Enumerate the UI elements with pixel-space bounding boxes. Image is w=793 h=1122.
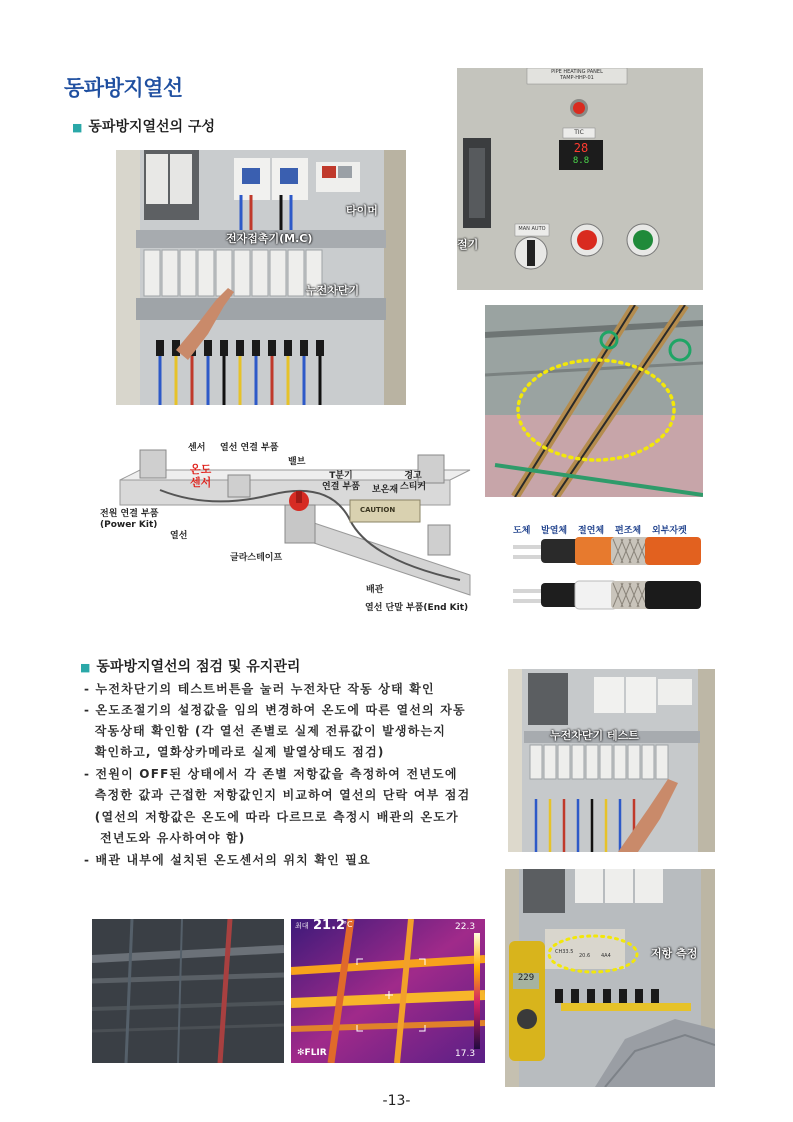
thermal-scale-bottom: 17.3	[455, 1049, 476, 1059]
bullet-icon: ■	[80, 661, 91, 674]
diag-warning-line1: 경고	[404, 471, 422, 481]
pipes-photo-art	[485, 305, 703, 497]
cable-label-jacket: 외부자켓	[652, 526, 687, 536]
body-line-2: - 온도조절기의 설정값을 임의 변경하여 온도에 따른 열선의 자동	[84, 703, 466, 717]
cable-label-conductor: 도체	[513, 526, 531, 536]
diag-power-line1: 전원 연결 부품	[100, 509, 159, 519]
photo-breaker-test	[508, 669, 715, 852]
body-line-1: - 누전차단기의 테스트버튼을 눌러 누전차단 작동 상태 확인	[84, 682, 435, 696]
tag2: 20.6	[579, 953, 591, 959]
photo-thermal	[291, 919, 485, 1063]
photo-ceiling	[92, 919, 284, 1063]
diag-t-branch-line1: T분기	[329, 471, 353, 481]
panel-plate-line1: PIPE HEATING PANEL	[551, 69, 603, 75]
body-line-4: 확인하고, 열화상카메라로 실제 발열상태도 점검)	[84, 745, 385, 759]
body-line-7: (열선의 저항값은 온도에 따라 다르므로 측정시 배관의 온도가	[84, 810, 459, 824]
bullet-icon: ■	[72, 121, 83, 134]
diag-power-kit	[100, 509, 158, 531]
label-contactor: 전자접촉기(M.C)	[226, 232, 313, 245]
tic-display-sub: 8.8	[572, 156, 590, 166]
thermal-max-label: 최대	[295, 922, 309, 930]
diag-heat-connect: 열선 연결 부품	[220, 443, 279, 453]
label-breaker: 누전차단기	[306, 284, 360, 297]
label-resistance: 저항 측정	[651, 947, 698, 960]
diag-temp-sensor	[190, 463, 211, 489]
label-timer: 타이머	[346, 204, 378, 217]
page-number: -13-	[382, 1093, 411, 1109]
diag-end-kit: 열선 단말 부품(End Kit)	[365, 603, 469, 613]
diag-warning-line2: 스티커	[400, 482, 427, 492]
installation-diagram	[100, 435, 485, 620]
diag-glass-tape: 글라스테이프	[230, 553, 283, 563]
photo-pipes	[485, 305, 703, 497]
diag-warning	[400, 471, 426, 493]
photo-cabinet	[116, 150, 406, 405]
photo-resistance	[505, 869, 715, 1087]
cable-label-braid: 편조체	[615, 526, 642, 536]
diag-power-line2: (Power Kit)	[100, 520, 158, 530]
thermal-photo-art	[291, 919, 485, 1063]
ceiling-photo-art	[92, 919, 284, 1063]
tag1: CH33.5	[555, 949, 574, 955]
panel-photo-art	[457, 68, 703, 290]
cable-label-insulation: 절연체	[578, 526, 605, 536]
tag3: 4A4	[601, 953, 611, 959]
diag-valve: 밸브	[288, 457, 306, 467]
diag-t-branch	[322, 471, 360, 493]
section1-heading-text: 동파방지열선의 구성	[88, 119, 215, 135]
body-line-8: 전년도와 유사하여야 함)	[84, 831, 246, 845]
label-breaker-test: 누전차단기 테스트	[550, 729, 639, 742]
thermal-brand	[297, 1048, 327, 1058]
panel-left-label: 절기	[457, 238, 479, 251]
tic-label: TIC	[574, 129, 584, 136]
section2-heading	[80, 656, 300, 676]
section2-heading-text: 동파방지열선의 점검 및 유지관리	[96, 659, 301, 675]
cable-label-heating: 발열체	[541, 526, 568, 536]
breaker-test-photo-art	[508, 669, 715, 852]
page-title: 동파방지열선	[64, 76, 183, 100]
diag-pipe: 배관	[366, 585, 384, 595]
diag-temp-sensor-line1: 온도	[190, 463, 212, 476]
cabinet-photo-art	[116, 150, 406, 405]
diag-sensor: 센서	[188, 443, 206, 453]
flir-logo-icon: ✻	[297, 1048, 305, 1058]
meter-value: 229	[517, 973, 535, 983]
body-line-6: 측정한 값과 근접한 저항값인지 비교하여 열선의 단락 여부 점검	[84, 788, 471, 802]
body-line-9: - 배관 내부에 설치된 온도센서의 위치 확인 필요	[84, 853, 371, 867]
diag-insulation: 보온재	[372, 485, 399, 495]
thermal-brand-text: FLIR	[304, 1048, 327, 1058]
thermal-max-value: 21.2	[313, 919, 346, 933]
diag-t-branch-line2: 연결 부품	[322, 482, 360, 492]
photo-panel	[457, 68, 703, 290]
cable-art	[505, 535, 705, 612]
diag-caution: CAUTION	[360, 506, 396, 514]
thermal-unit: °C	[343, 920, 353, 929]
cable-cross-section	[505, 517, 705, 612]
thermal-scale-top: 22.3	[455, 922, 476, 932]
body-line-5: - 전원이 OFF된 상태에서 각 존별 저항값을 측정하여 전년도에	[84, 767, 458, 781]
panel-plate-line2: TAMP-HHP-01	[560, 75, 594, 81]
diag-temp-sensor-line2: 센서	[190, 476, 212, 489]
selector-switch-label: MAN AUTO	[518, 226, 546, 232]
tic-display-value: 28	[573, 141, 589, 155]
diag-heat-line: 열선	[170, 531, 188, 541]
section1-heading	[72, 116, 215, 136]
body-line-3: 작동상태 확인함 (각 열선 존별로 실제 전류값이 발생하는지	[84, 724, 447, 738]
